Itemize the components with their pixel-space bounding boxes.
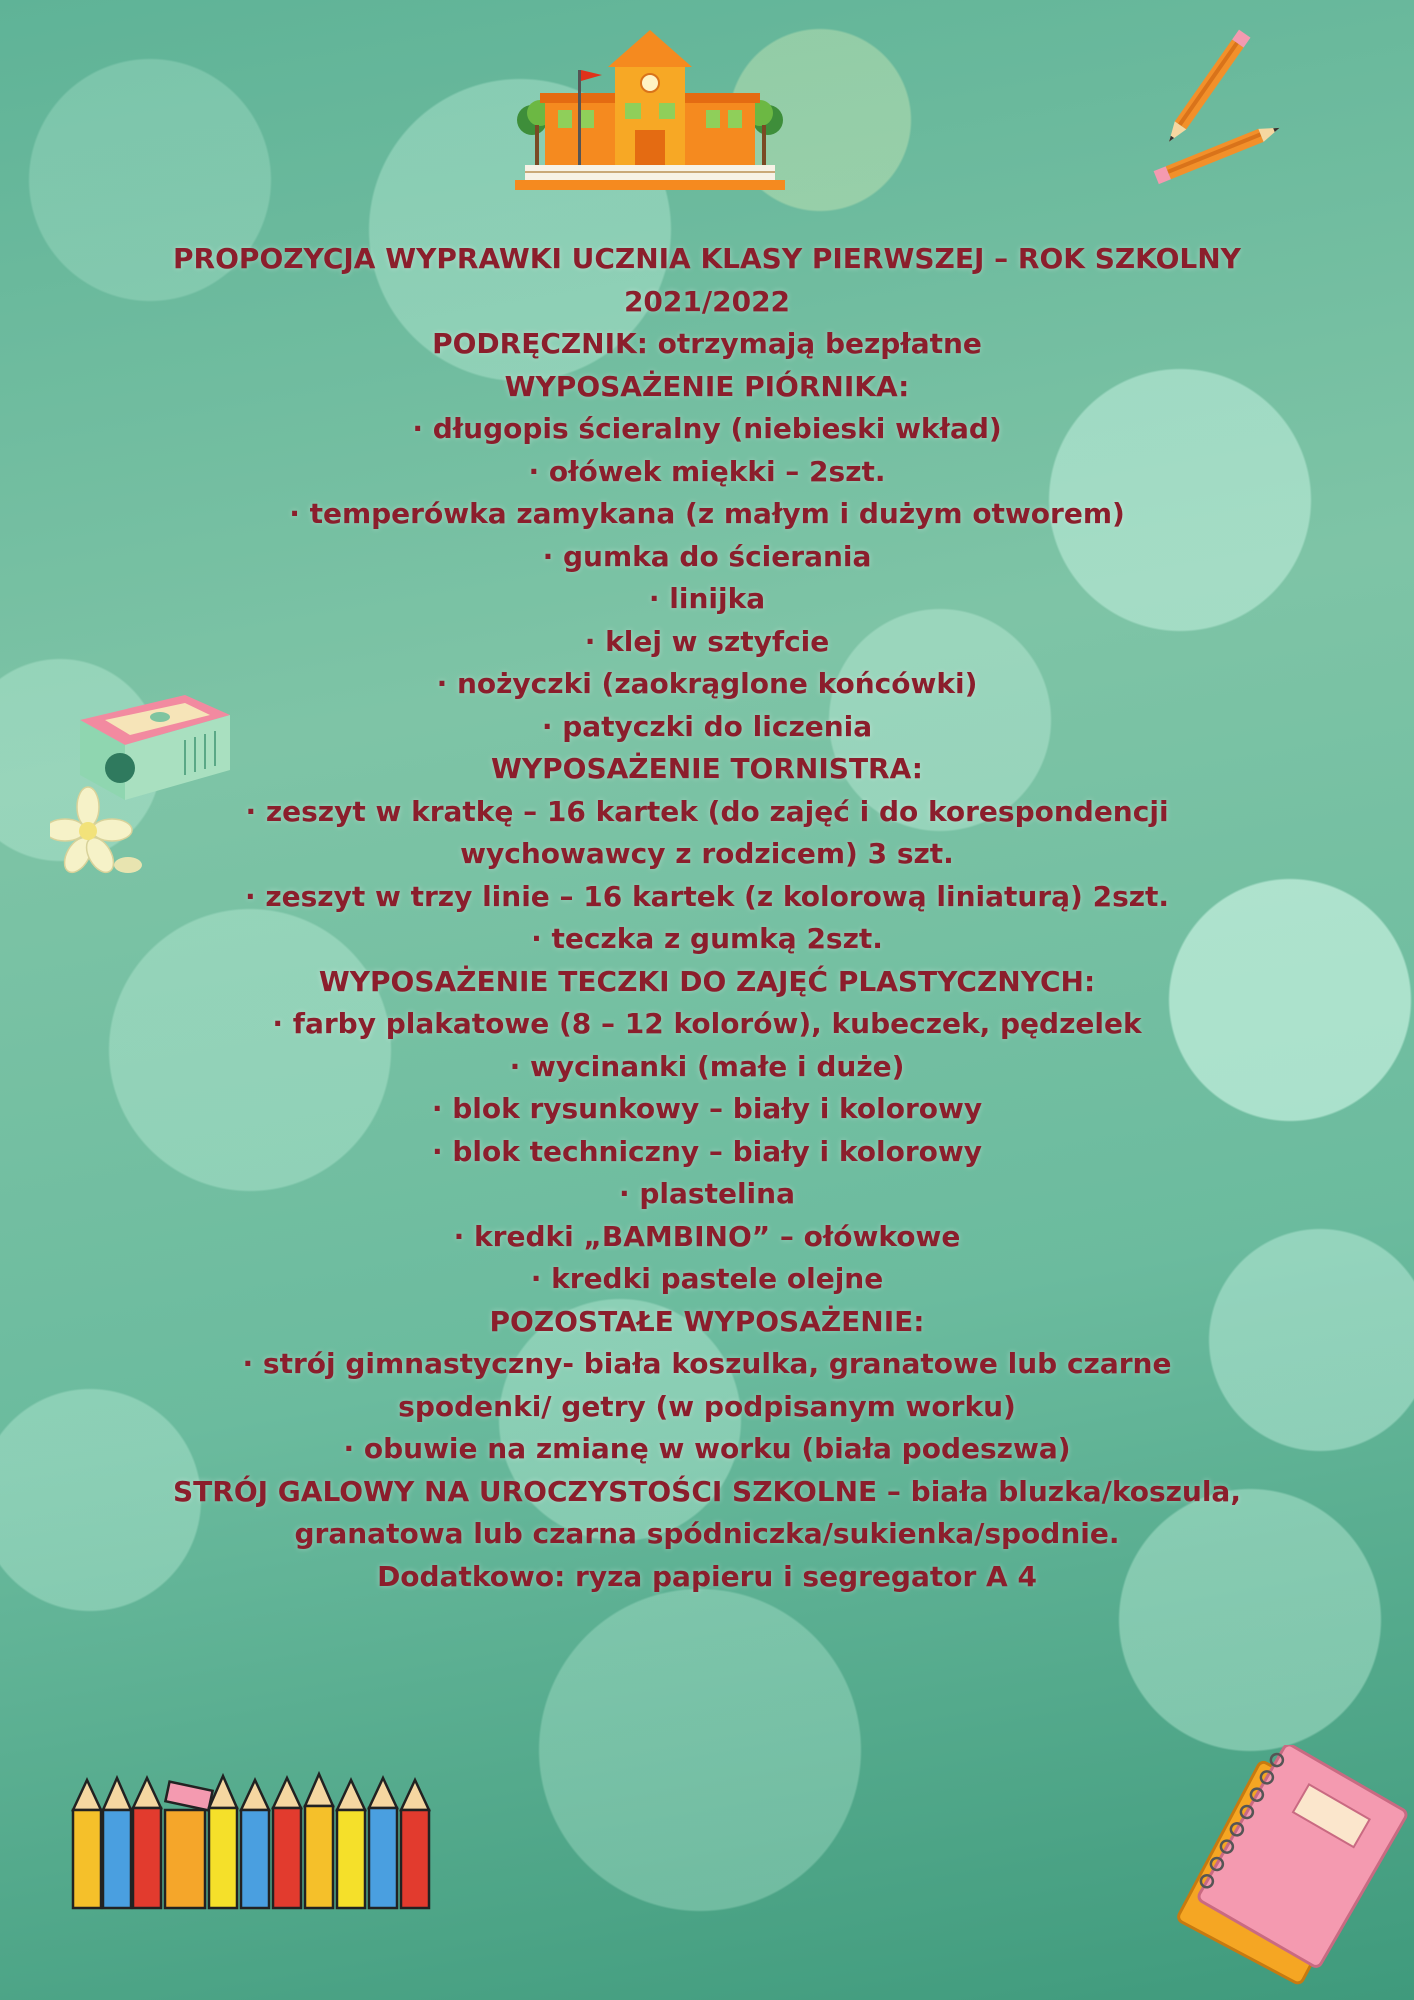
list-item: · zeszyt w trzy linie – 16 kartek (z kolorową liniaturą) 2szt. bbox=[244, 879, 1170, 913]
list-item: · blok rysunkowy – biały i kolorowy bbox=[431, 1092, 983, 1125]
list-item: · patyczki do liczenia bbox=[541, 709, 873, 743]
pencils-icon bbox=[1140, 25, 1290, 185]
list-item: · temperówka zamykana (z małym i dużym otworem) bbox=[289, 497, 1125, 530]
gala-outfit-line-1: STRÓJ GALOWY NA UROCZYSTOŚCI SZKOLNE – biała bluzka/koszula, bbox=[173, 1474, 1241, 1508]
list-item: · farby plakatowe (8 – 12 kolorów), kubeczek, pędzelek bbox=[272, 1007, 1142, 1040]
title-line-1: PROPOZYCJA WYPRAWKI UCZNIA KLASY PIERWSZEJ – ROK SZKOLNY bbox=[173, 242, 1241, 275]
notebooks-icon bbox=[1165, 1745, 1410, 1995]
list-item: · strój gimnastyczny- biała koszulka, granatowe lub czarne bbox=[242, 1347, 1172, 1380]
list-item: · teczka z gumką 2szt. bbox=[531, 922, 883, 955]
school-building-icon bbox=[510, 25, 790, 195]
list-item: · wycinanki (małe i duże) bbox=[509, 1049, 905, 1083]
backpack-heading: WYPOSAŻENIE TORNISTRA: bbox=[490, 752, 923, 785]
list-item: · kredki „BAMBINO” – ołówkowe bbox=[453, 1219, 961, 1253]
supply-list-document bbox=[110, 238, 1304, 1598]
list-item: · obuwie na zmianę w worku (biała podeszwa) bbox=[343, 1432, 1071, 1465]
gala-outfit-line-2: granatowa lub czarna spódniczka/sukienka/spodnie. bbox=[294, 1517, 1120, 1550]
crayons-icon bbox=[65, 1770, 485, 1915]
title-line-2: 2021/2022 bbox=[623, 284, 791, 318]
list-item: · kredki pastele olejne bbox=[530, 1262, 884, 1295]
additional-note: Dodatkowo: ryza papieru i segregator A 4 bbox=[377, 1559, 1037, 1593]
list-item: · blok techniczny – biały i kolorowy bbox=[431, 1134, 983, 1168]
list-item: · długopis ścieralny (niebieski wkład) bbox=[412, 412, 1002, 445]
other-heading: POZOSTAŁE WYPOSAŻENIE: bbox=[489, 1304, 925, 1338]
list-item: · gumka do ścierania bbox=[542, 539, 872, 573]
textbook-note: PODRĘCZNIK: otrzymają bezpłatne bbox=[432, 327, 982, 360]
list-item: wychowawcy z rodzicem) 3 szt. bbox=[460, 837, 954, 870]
list-item: · nożyczki (zaokrąglone końcówki) bbox=[436, 667, 978, 700]
list-item: · ołówek miękki – 2szt. bbox=[528, 454, 886, 488]
pencil-case-heading: WYPOSAŻENIE PIÓRNIKA: bbox=[504, 369, 910, 403]
list-item: · zeszyt w kratkę – 16 kartek (do zajęć i do korespondencji bbox=[245, 794, 1169, 828]
list-item: spodenki/ getry (w podpisanym worku) bbox=[398, 1389, 1016, 1423]
list-item: · plastelina bbox=[619, 1177, 795, 1210]
art-folder-heading: WYPOSAŻENIE TECZKI DO ZAJĘĆ PLASTYCZNYCH: bbox=[318, 964, 1096, 998]
list-item: · linijka bbox=[648, 582, 766, 615]
list-item: · klej w sztyfcie bbox=[584, 624, 830, 658]
